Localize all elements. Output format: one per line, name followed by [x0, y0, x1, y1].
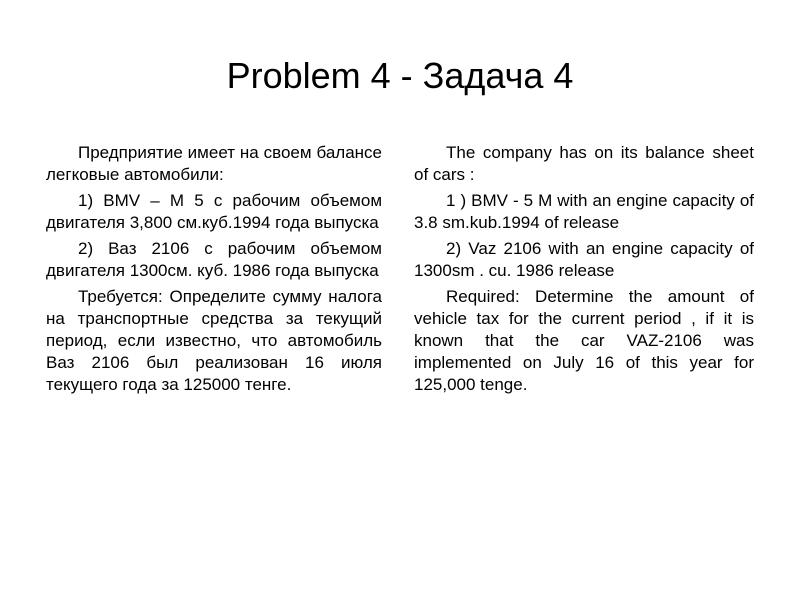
paragraph-task-en: Required: Determine the amount of vehicle tax for the current period , if it is known that the car VAZ-2106 was implemented on July 16 of this year for 125,000 tenge.: [414, 287, 754, 394]
paragraph-car-1-en: 1 ) BMV - 5 M with an engine capacity of 3.8 sm.kub.1994 of release: [414, 191, 754, 232]
slide-title: Problem 4 - Задача 4: [226, 55, 574, 96]
paragraph-car-1-ru: 1) BMV – M 5 с рабочим объемом двигателя 3,800 см.куб.1994 года выпуска: [46, 191, 382, 232]
english-text-column: [414, 142, 754, 400]
paragraph-task-ru: Требуется: Определите сумму налога на транспортные средства за текущий период, если известно, что автомобиль Ваз 2106 был реализован 16 июля текущего года за 125000 тенге.: [46, 287, 382, 394]
paragraph-car-2-ru: 2) Ваз 2106 с рабочим объемом двигателя 1300см. куб. 1986 года выпуска: [46, 239, 382, 280]
paragraph-intro-en: The company has on its balance sheet of cars :: [414, 143, 754, 184]
paragraph-car-2-en: 2) Vaz 2106 with an engine capacity of 1300sm . cu. 1986 release: [414, 239, 754, 280]
russian-text-column: [46, 142, 382, 400]
paragraph-intro-ru: Предприятие имеет на своем балансе легковые автомобили:: [46, 143, 382, 184]
